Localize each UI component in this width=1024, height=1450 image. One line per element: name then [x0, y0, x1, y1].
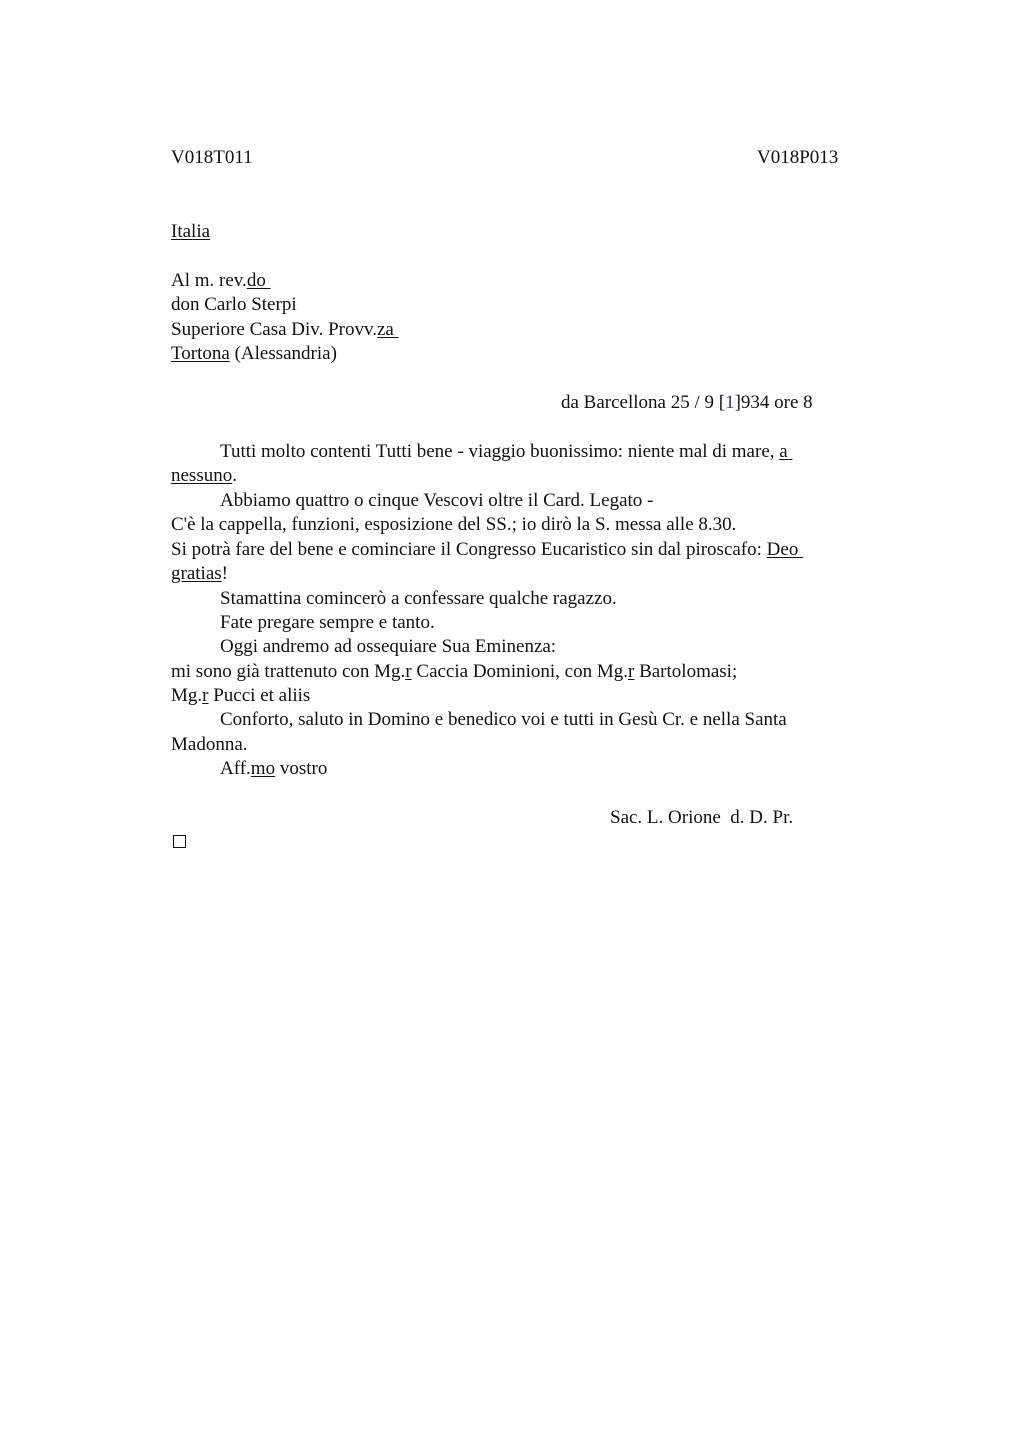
document-code-left: V018T011 [171, 147, 253, 168]
body-line-10-abbrev-1: r [405, 661, 412, 682]
address-line-3 [171, 318, 399, 342]
body-line-11-text-b: Pucci et aliis [208, 685, 311, 706]
date-prefix: da Barcellona 25 / 9 [ [561, 392, 726, 413]
body-line-6-underlined: gratias [171, 563, 222, 584]
body-line-11-text-a: Mg. [171, 685, 203, 706]
body-line-10 [171, 660, 737, 684]
body-line-1-text: Tutti molto contenti Tutti bene - viaggio buonissimo: niente mal di mare, [220, 441, 780, 462]
body-line-14-abbrev: mo [250, 758, 276, 779]
body-line-2 [171, 464, 237, 488]
body-line-12: Conforto, saluto in Domino e benedico voi e tutti in Gesù Cr. e nella Santa [220, 709, 787, 730]
address-province: (Alessandria) [229, 343, 337, 364]
document-code-right: V018P013 [757, 147, 839, 168]
date-bracket-digit: 1 [725, 392, 735, 413]
address-line-1-abbrev: do [246, 270, 271, 291]
signature: Sac. L. Orione d. D. Pr. [610, 807, 794, 828]
end-marker-box [173, 835, 186, 848]
address-line-4 [171, 342, 337, 366]
body-line-10-text-b: Caccia Dominioni, con Mg. [411, 661, 628, 682]
body-line-5-underlined: Deo [766, 539, 804, 560]
body-line-5 [171, 538, 803, 562]
body-line-1-underlined: a [779, 441, 793, 462]
date-suffix: ]934 ore 8 [734, 392, 813, 413]
country-text: Italia [171, 221, 211, 242]
body-line-6 [171, 562, 228, 586]
body-line-8: Fate pregare sempre e tanto. [220, 612, 435, 633]
letter-date [561, 391, 813, 415]
body-line-11-abbrev: r [202, 685, 209, 706]
body-line-3: Abbiamo quattro o cinque Vescovi oltre il Card. Legato - [220, 490, 654, 511]
body-line-1 [220, 440, 792, 464]
body-line-6-text: ! [221, 563, 228, 584]
body-line-11 [171, 684, 310, 708]
address-country [171, 220, 210, 244]
address-line-1-text: Al m. rev. [171, 270, 247, 291]
body-line-14-text-a: Aff. [220, 758, 251, 779]
body-line-2-underlined: nessuno [171, 465, 233, 486]
body-line-14-text-b: vostro [275, 758, 328, 779]
address-line-3-text: Superiore Casa Div. Provv. [171, 319, 377, 340]
body-line-10-text-c: Bartolomasi; [634, 661, 738, 682]
body-line-2-text: . [232, 465, 237, 486]
address-line-3-abbrev: za [376, 319, 399, 340]
body-line-10-abbrev-2: r [628, 661, 635, 682]
body-line-5-text: Si potrà fare del bene e cominciare il Congresso Eucaristico sin dal piroscafo: [171, 539, 767, 560]
address-line-1 [171, 269, 271, 293]
address-city: Tortona [171, 343, 230, 364]
body-line-13: Madonna. [171, 734, 248, 755]
address-line-2: don Carlo Sterpi [171, 294, 297, 315]
body-line-7: Stamattina comincerò a confessare qualche ragazzo. [220, 588, 617, 609]
body-line-4: C'è la cappella, funzioni, esposizione del SS.; io dirò la S. messa alle 8.30. [171, 514, 737, 535]
body-line-9: Oggi andremo ad ossequiare Sua Eminenza: [220, 636, 557, 657]
body-line-14 [220, 757, 327, 781]
body-line-10-text-a: mi sono già trattenuto con Mg. [171, 661, 406, 682]
